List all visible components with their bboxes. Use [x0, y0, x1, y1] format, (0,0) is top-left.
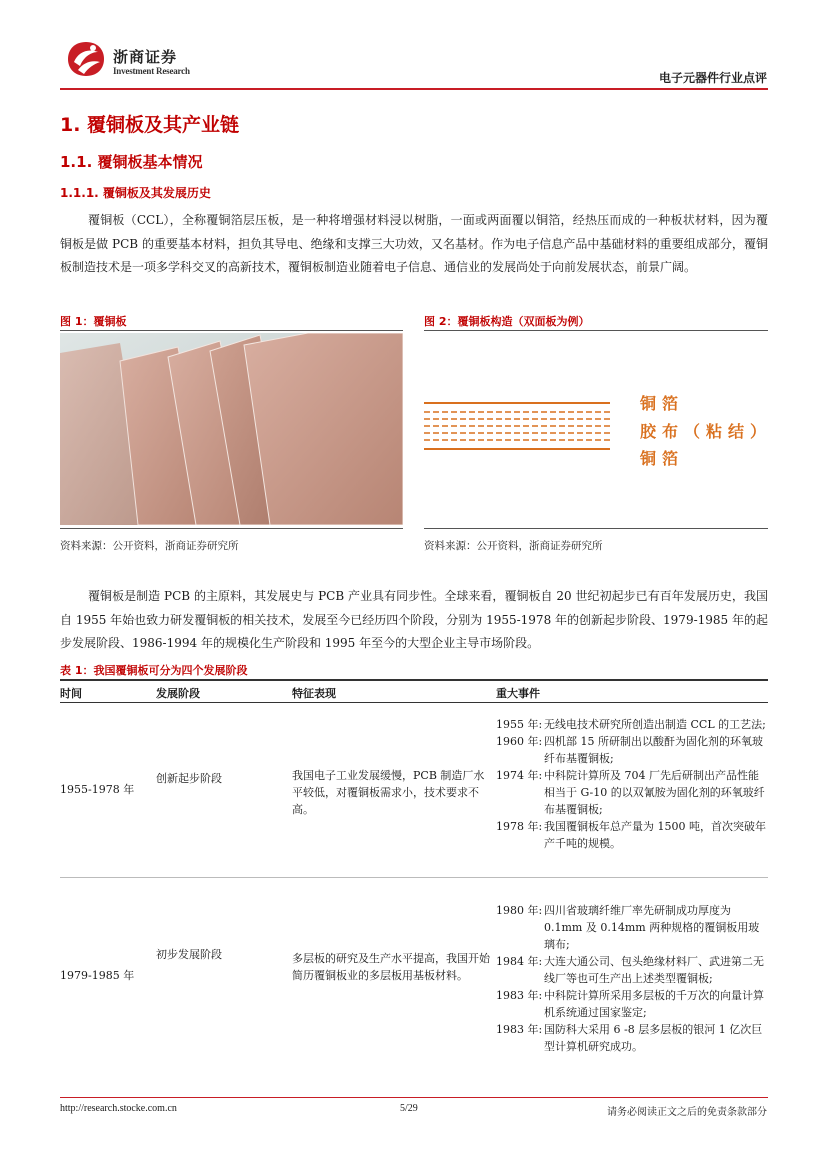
subsection-heading: 1.1. 覆铜板基本情况 [60, 153, 203, 171]
table-header-period: 时间 [60, 687, 82, 700]
table-cell-feature: 多层板的研究及生产水平提高，我国开始简历覆铜板业的多层板用基板材料。 [292, 952, 490, 982]
event-item: 1978 年: 我国覆铜板年总产量为 1500 吨，首次突破年产千吨的规模。 [496, 820, 766, 850]
table-cell-stage: 创新起步阶段 [156, 772, 222, 785]
figure-2-bottom-rule [424, 528, 768, 529]
report-type: 电子元器件行业点评 [658, 71, 767, 85]
layer-label-prepreg: 胶布（粘结） [640, 422, 773, 441]
table-header-feature: 特征表现 [292, 687, 336, 700]
table-cell-events [496, 716, 768, 852]
layer-label-copper-bottom: 铜箔 [640, 449, 685, 468]
event-item: 1980 年: 四川省玻璃纤维厂率先研制成功厚度为 0.1mm 及 0.14mm 两种规格的覆铜板用玻璃布; [496, 904, 760, 951]
logo-subtitle: Investment Research [113, 66, 190, 76]
event-item: 1960 年: 四机部 15 所研制出以酸酐为固化剂的环氧玻纤布基覆铜板; [496, 735, 763, 765]
header-divider [60, 88, 768, 90]
event-item: 1955 年: 无线电技术研究所创造出制造 CCL 的工艺法; [496, 718, 766, 731]
table-cell-period: 1979-1985 年 [60, 969, 135, 982]
figure-2-top-rule [424, 330, 768, 331]
event-item: 1984 年: 大连大通公司、包头绝缘材料厂、武进第二无线厂等也可生产出上述类型覆铜板; [496, 955, 764, 985]
figure-2-source: 资料来源：公开资料，浙商证券研究所 [424, 540, 603, 552]
table-top-rule [60, 679, 768, 681]
layer-label-copper-top: 铜箔 [640, 394, 685, 413]
figure-1-top-rule [60, 330, 403, 331]
table-header-events: 重大事件 [496, 687, 540, 700]
footer-url-link[interactable]: http://research.stocke.com.cn [60, 1103, 177, 1114]
figure-1-bottom-rule [60, 528, 403, 529]
table-header-rule [60, 702, 768, 703]
body-paragraph-1: 覆铜板（CCL），全称覆铜箔层压板，是一种将增强材料浸以树脂，一面或两面覆以铜箔，经热压而成的一种板状材料，因为覆铜板是做 PCB 的重要基本材料，担负其导电、绝缘和支撑三大功效，又名基材。作为电子信息产品中基础材料的重要组成部分，覆铜板制造技术是一项多学科交叉的高新技术，覆铜板制造业随着电子信息、通信业的发展尚处于向前发展状态，前景广阔。 [60, 213, 768, 274]
subsubsection-heading: 1.1.1. 覆铜板及其发展历史 [60, 186, 211, 200]
figure-1-source: 资料来源：公开资料，浙商证券研究所 [60, 540, 239, 552]
event-item: 1983 年: 国防科大采用 6 -8 层多层板的银河 1 亿次巨型计算机研究成功。 [496, 1023, 763, 1053]
logo-text: 浙商证券 [113, 48, 178, 66]
footer-divider [60, 1097, 768, 1098]
table-header-stage: 发展阶段 [156, 687, 200, 700]
figure-1-title: 图 1：覆铜板 [60, 315, 127, 328]
logo-icon [66, 40, 106, 78]
table-1-title: 表 1：我国覆铜板可分为四个发展阶段 [60, 664, 248, 677]
table-cell-feature: 我国电子工业发展缓慢，PCB 制造厂水平较低，对覆铜板需求小，技术要求不高。 [292, 769, 485, 816]
section-heading: 1. 覆铜板及其产业链 [60, 114, 240, 136]
ccl-photo [60, 333, 403, 525]
ccl-structure-diagram [424, 398, 614, 454]
table-cell-period: 1955-1978 年 [60, 783, 135, 796]
table-cell-stage: 初步发展阶段 [156, 948, 222, 961]
table-row-divider [60, 877, 768, 878]
figure-2-title: 图 2：覆铜板构造（双面板为例） [424, 315, 590, 328]
table-cell-events [496, 902, 768, 1055]
page-number: 5/29 [400, 1103, 418, 1114]
footer-disclaimer: 请务必阅读正文之后的免责条款部分 [607, 1107, 767, 1118]
event-item: 1983 年: 中科院计算所采用多层板的千万次的向量计算机系统通过国家鉴定; [496, 989, 764, 1019]
body-paragraph-2: 覆铜板是制造 PCB 的主原料，其发展史与 PCB 产业具有同步性。全球来看，覆铜板自 20 世纪初起步已有百年发展历史，我国自 1955 年始也致力研发覆铜板的相关技术，发展至今已经历四个阶段，分别为 1955-1978 年的创新起步阶段、1979-1985 年的起步发展阶段、1986-1994 年的规模化生产阶段和 1995 年至今的大型企业主导市场阶段。 [60, 589, 768, 650]
event-item: 1974 年: 中科院计算所及 704 厂先后研制出产品性能相当于 G-10 的以双氰胺为固化剂的环氧玻纤布基覆铜板; [496, 769, 765, 816]
